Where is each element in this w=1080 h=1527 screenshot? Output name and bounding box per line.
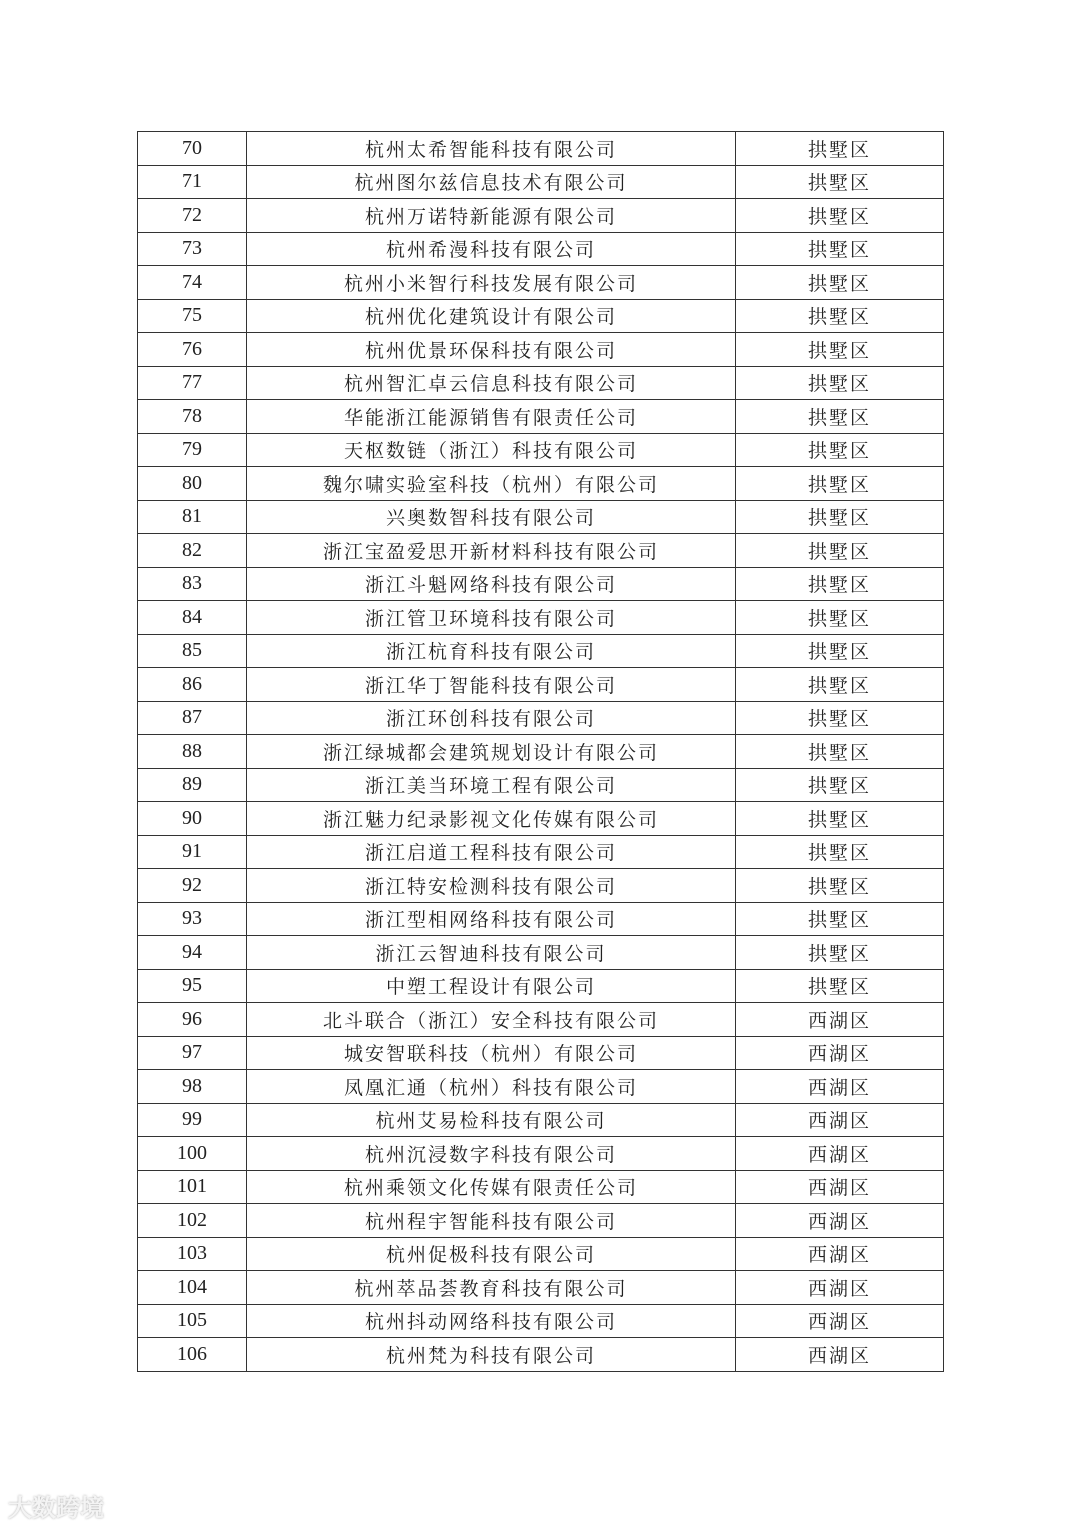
table-row bbox=[138, 1070, 944, 1104]
row-number: 74 bbox=[138, 266, 247, 300]
table-row bbox=[138, 936, 944, 970]
company-name: 浙江环创科技有限公司 bbox=[247, 701, 736, 735]
district: 拱墅区 bbox=[736, 299, 944, 333]
district: 西湖区 bbox=[736, 1170, 944, 1204]
company-name: 浙江华丁智能科技有限公司 bbox=[247, 668, 736, 702]
row-number: 95 bbox=[138, 969, 247, 1003]
company-name: 杭州梵为科技有限公司 bbox=[247, 1338, 736, 1372]
table-row bbox=[138, 1204, 944, 1238]
district: 西湖区 bbox=[736, 1304, 944, 1338]
district: 拱墅区 bbox=[736, 534, 944, 568]
district: 拱墅区 bbox=[736, 601, 944, 635]
company-name: 杭州促极科技有限公司 bbox=[247, 1237, 736, 1271]
table-row bbox=[138, 500, 944, 534]
table-row bbox=[138, 768, 944, 802]
district: 拱墅区 bbox=[736, 232, 944, 266]
row-number: 103 bbox=[138, 1237, 247, 1271]
company-name: 杭州艾易检科技有限公司 bbox=[247, 1103, 736, 1137]
table-body bbox=[138, 132, 944, 1372]
table-row bbox=[138, 199, 944, 233]
row-number: 102 bbox=[138, 1204, 247, 1238]
row-number: 75 bbox=[138, 299, 247, 333]
row-number: 84 bbox=[138, 601, 247, 635]
district: 西湖区 bbox=[736, 1137, 944, 1171]
company-name: 杭州小米智行科技发展有限公司 bbox=[247, 266, 736, 300]
row-number: 91 bbox=[138, 835, 247, 869]
watermark-logo: 大数跨境 bbox=[8, 1494, 104, 1522]
company-name: 浙江魅力纪录影视文化传媒有限公司 bbox=[247, 802, 736, 836]
district: 西湖区 bbox=[736, 1237, 944, 1271]
district: 拱墅区 bbox=[736, 835, 944, 869]
table-row bbox=[138, 835, 944, 869]
table-row bbox=[138, 132, 944, 166]
company-name: 杭州万诺特新能源有限公司 bbox=[247, 199, 736, 233]
table-row bbox=[138, 701, 944, 735]
company-list-table bbox=[137, 131, 944, 1372]
company-name: 杭州抖动网络科技有限公司 bbox=[247, 1304, 736, 1338]
district: 拱墅区 bbox=[736, 266, 944, 300]
company-name: 杭州优景环保科技有限公司 bbox=[247, 333, 736, 367]
table-row bbox=[138, 969, 944, 1003]
table-row bbox=[138, 266, 944, 300]
district: 西湖区 bbox=[736, 1103, 944, 1137]
company-name: 凤凰汇通（杭州）科技有限公司 bbox=[247, 1070, 736, 1104]
company-name: 天枢数链（浙江）科技有限公司 bbox=[247, 433, 736, 467]
district: 拱墅区 bbox=[736, 701, 944, 735]
district: 西湖区 bbox=[736, 1271, 944, 1305]
row-number: 92 bbox=[138, 869, 247, 903]
table-row bbox=[138, 668, 944, 702]
row-number: 97 bbox=[138, 1036, 247, 1070]
company-name: 兴奥数智科技有限公司 bbox=[247, 500, 736, 534]
company-name: 杭州优化建筑设计有限公司 bbox=[247, 299, 736, 333]
company-name: 浙江特安检测科技有限公司 bbox=[247, 869, 736, 903]
table-row bbox=[138, 902, 944, 936]
district: 拱墅区 bbox=[736, 199, 944, 233]
district: 拱墅区 bbox=[736, 668, 944, 702]
table-row bbox=[138, 1103, 944, 1137]
row-number: 105 bbox=[138, 1304, 247, 1338]
row-number: 98 bbox=[138, 1070, 247, 1104]
district: 拱墅区 bbox=[736, 333, 944, 367]
row-number: 82 bbox=[138, 534, 247, 568]
row-number: 90 bbox=[138, 802, 247, 836]
company-name: 杭州智汇卓云信息科技有限公司 bbox=[247, 366, 736, 400]
district: 拱墅区 bbox=[736, 567, 944, 601]
table-row bbox=[138, 634, 944, 668]
district: 西湖区 bbox=[736, 1003, 944, 1037]
row-number: 101 bbox=[138, 1170, 247, 1204]
district: 拱墅区 bbox=[736, 500, 944, 534]
district: 西湖区 bbox=[736, 1036, 944, 1070]
company-name: 北斗联合（浙江）安全科技有限公司 bbox=[247, 1003, 736, 1037]
table-row bbox=[138, 1237, 944, 1271]
company-name: 华能浙江能源销售有限责任公司 bbox=[247, 400, 736, 434]
table-row bbox=[138, 802, 944, 836]
district: 拱墅区 bbox=[736, 735, 944, 769]
row-number: 85 bbox=[138, 634, 247, 668]
row-number: 88 bbox=[138, 735, 247, 769]
company-name: 浙江斗魁网络科技有限公司 bbox=[247, 567, 736, 601]
row-number: 86 bbox=[138, 668, 247, 702]
district: 西湖区 bbox=[736, 1204, 944, 1238]
table-row bbox=[138, 1003, 944, 1037]
company-name: 浙江型相网络科技有限公司 bbox=[247, 902, 736, 936]
row-number: 81 bbox=[138, 500, 247, 534]
row-number: 71 bbox=[138, 165, 247, 199]
row-number: 94 bbox=[138, 936, 247, 970]
table-row bbox=[138, 1036, 944, 1070]
table-row bbox=[138, 1338, 944, 1372]
company-name: 城安智联科技（杭州）有限公司 bbox=[247, 1036, 736, 1070]
district: 拱墅区 bbox=[736, 634, 944, 668]
district: 拱墅区 bbox=[736, 132, 944, 166]
company-name: 浙江美当环境工程有限公司 bbox=[247, 768, 736, 802]
row-number: 104 bbox=[138, 1271, 247, 1305]
row-number: 77 bbox=[138, 366, 247, 400]
district: 拱墅区 bbox=[736, 768, 944, 802]
row-number: 96 bbox=[138, 1003, 247, 1037]
company-name: 杭州希漫科技有限公司 bbox=[247, 232, 736, 266]
table-row bbox=[138, 333, 944, 367]
row-number: 76 bbox=[138, 333, 247, 367]
district: 拱墅区 bbox=[736, 802, 944, 836]
district: 拱墅区 bbox=[736, 366, 944, 400]
district: 拱墅区 bbox=[736, 936, 944, 970]
row-number: 80 bbox=[138, 467, 247, 501]
table-row bbox=[138, 601, 944, 635]
row-number: 78 bbox=[138, 400, 247, 434]
company-name: 浙江管卫环境科技有限公司 bbox=[247, 601, 736, 635]
table-row bbox=[138, 567, 944, 601]
table-row bbox=[138, 1271, 944, 1305]
district: 拱墅区 bbox=[736, 433, 944, 467]
company-name: 浙江杭育科技有限公司 bbox=[247, 634, 736, 668]
table-row bbox=[138, 467, 944, 501]
row-number: 72 bbox=[138, 199, 247, 233]
company-name: 杭州萃品荟教育科技有限公司 bbox=[247, 1271, 736, 1305]
row-number: 100 bbox=[138, 1137, 247, 1171]
table-row bbox=[138, 165, 944, 199]
table-row bbox=[138, 1170, 944, 1204]
district: 拱墅区 bbox=[736, 869, 944, 903]
row-number: 79 bbox=[138, 433, 247, 467]
table-row bbox=[138, 400, 944, 434]
table-row bbox=[138, 366, 944, 400]
table-row bbox=[138, 869, 944, 903]
table-row bbox=[138, 232, 944, 266]
row-number: 87 bbox=[138, 701, 247, 735]
company-name: 杭州程宇智能科技有限公司 bbox=[247, 1204, 736, 1238]
district: 拱墅区 bbox=[736, 969, 944, 1003]
company-name: 杭州太希智能科技有限公司 bbox=[247, 132, 736, 166]
district: 西湖区 bbox=[736, 1070, 944, 1104]
row-number: 83 bbox=[138, 567, 247, 601]
row-number: 89 bbox=[138, 768, 247, 802]
company-name: 杭州图尔兹信息技术有限公司 bbox=[247, 165, 736, 199]
row-number: 106 bbox=[138, 1338, 247, 1372]
company-name: 杭州沉浸数字科技有限公司 bbox=[247, 1137, 736, 1171]
district: 拱墅区 bbox=[736, 467, 944, 501]
company-name: 浙江云智迪科技有限公司 bbox=[247, 936, 736, 970]
table-row bbox=[138, 1137, 944, 1171]
company-name: 浙江绿城都会建筑规划设计有限公司 bbox=[247, 735, 736, 769]
company-name: 杭州乘领文化传媒有限责任公司 bbox=[247, 1170, 736, 1204]
row-number: 99 bbox=[138, 1103, 247, 1137]
row-number: 93 bbox=[138, 902, 247, 936]
table-row bbox=[138, 433, 944, 467]
row-number: 70 bbox=[138, 132, 247, 166]
district: 拱墅区 bbox=[736, 165, 944, 199]
row-number: 73 bbox=[138, 232, 247, 266]
table-row bbox=[138, 735, 944, 769]
company-name: 浙江启道工程科技有限公司 bbox=[247, 835, 736, 869]
company-name: 浙江宝盈爱思开新材料科技有限公司 bbox=[247, 534, 736, 568]
district: 西湖区 bbox=[736, 1338, 944, 1372]
table-row bbox=[138, 1304, 944, 1338]
district: 拱墅区 bbox=[736, 902, 944, 936]
table-row bbox=[138, 534, 944, 568]
table-row bbox=[138, 299, 944, 333]
company-name: 魏尔啸实验室科技（杭州）有限公司 bbox=[247, 467, 736, 501]
company-name: 中塑工程设计有限公司 bbox=[247, 969, 736, 1003]
district: 拱墅区 bbox=[736, 400, 944, 434]
